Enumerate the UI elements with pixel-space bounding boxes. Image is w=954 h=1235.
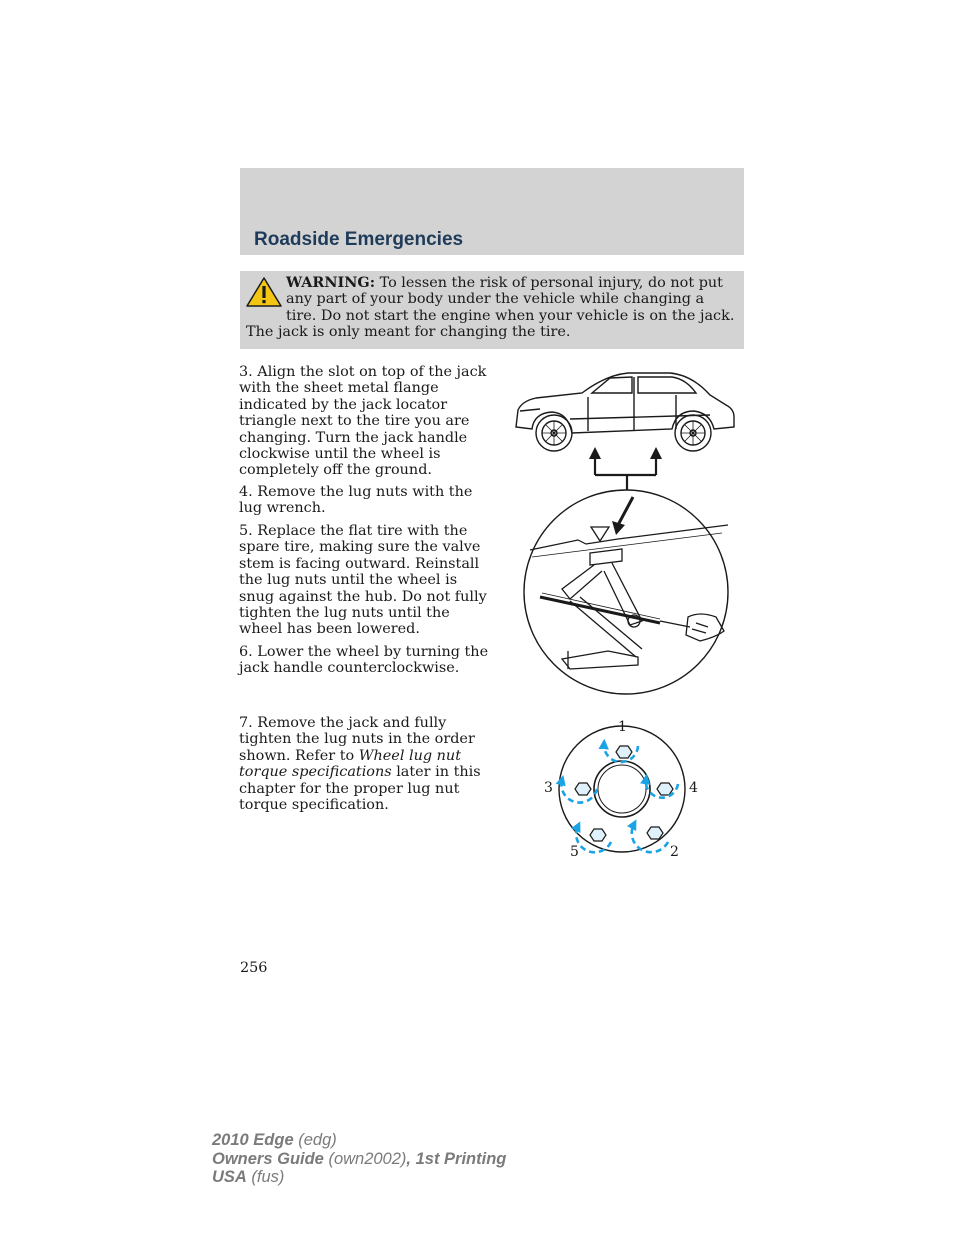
footer-model-code: (edg): [293, 1131, 337, 1149]
step-7-text-end: later in this chapter for the proper lug nut torque specification.: [239, 764, 481, 814]
step-6: 6. Lower the wheel by turning the jack handle counterclockwise.: [239, 644, 489, 677]
footer-guide: Owners Guide: [212, 1149, 324, 1168]
lug-nut-sequence-diagram: [540, 714, 710, 864]
lug-nut-1: [616, 746, 632, 758]
step-7: [239, 715, 491, 813]
label-3: 3: [544, 780, 553, 796]
lug-nut-2: [647, 827, 663, 839]
jack-detail-view: [524, 490, 728, 694]
lug-nut-4: [657, 783, 673, 795]
label-4: 4: [689, 780, 698, 796]
jack-point-arrows: [589, 447, 662, 491]
step-5: 5. Replace the flat tire with the spare tire, making sure the valve stem is facing outward. Reinstall the lug nuts until the wheel is snug against the hub. Do not fully tighten the lug nuts until the wheel has been lowered.: [239, 523, 487, 638]
jack-placement-illustration: [510, 365, 740, 697]
warning-body: To lessen the risk of personal injury, do not put any part of your body under the vehicle while changing a tire. Do not start the engine when your vehicle is on the jack. The jack is only meant for changing the tire.: [246, 275, 735, 341]
footer-market-code: (fus): [246, 1168, 285, 1186]
torque-spec-reference: Wheel lug nut torque specifications: [239, 747, 461, 781]
front-wheel: [536, 415, 572, 451]
step-4: 4. Remove the lug nuts with the lug wrench.: [239, 484, 473, 517]
step-7-text: 7. Remove the jack and fully tighten the lug nuts in the order shown. Refer to: [239, 715, 475, 764]
step-3: 3. Align the slot on top of the jack with the sheet metal flange indicated by the jack locator triangle next to the tire you are changing. Turn the jack handle clockwise until the wheel is completely off the ground.: [239, 364, 487, 479]
label-1: 1: [618, 719, 627, 735]
lug-nut-5: [590, 829, 606, 841]
section-title: Roadside Emergencies: [254, 229, 464, 250]
rear-wheel: [675, 415, 711, 451]
lug-nut-3: [575, 783, 591, 795]
footer-guide-code: (own2002): [323, 1149, 407, 1168]
page-number: 256: [240, 960, 268, 976]
warning-box: [240, 271, 744, 349]
warning-label: WARNING:: [286, 274, 376, 291]
document-footer: [212, 1131, 506, 1187]
label-2: 2: [670, 844, 679, 860]
section-header: [240, 168, 744, 255]
footer-model: 2010 Edge: [212, 1131, 294, 1149]
footer-printing: , 1st Printing: [406, 1149, 507, 1168]
label-5: 5: [570, 844, 579, 860]
center-bore: [594, 761, 650, 817]
warning-triangle-icon: [244, 275, 284, 309]
warning-text: [246, 275, 738, 341]
footer-market: USA: [212, 1168, 247, 1186]
